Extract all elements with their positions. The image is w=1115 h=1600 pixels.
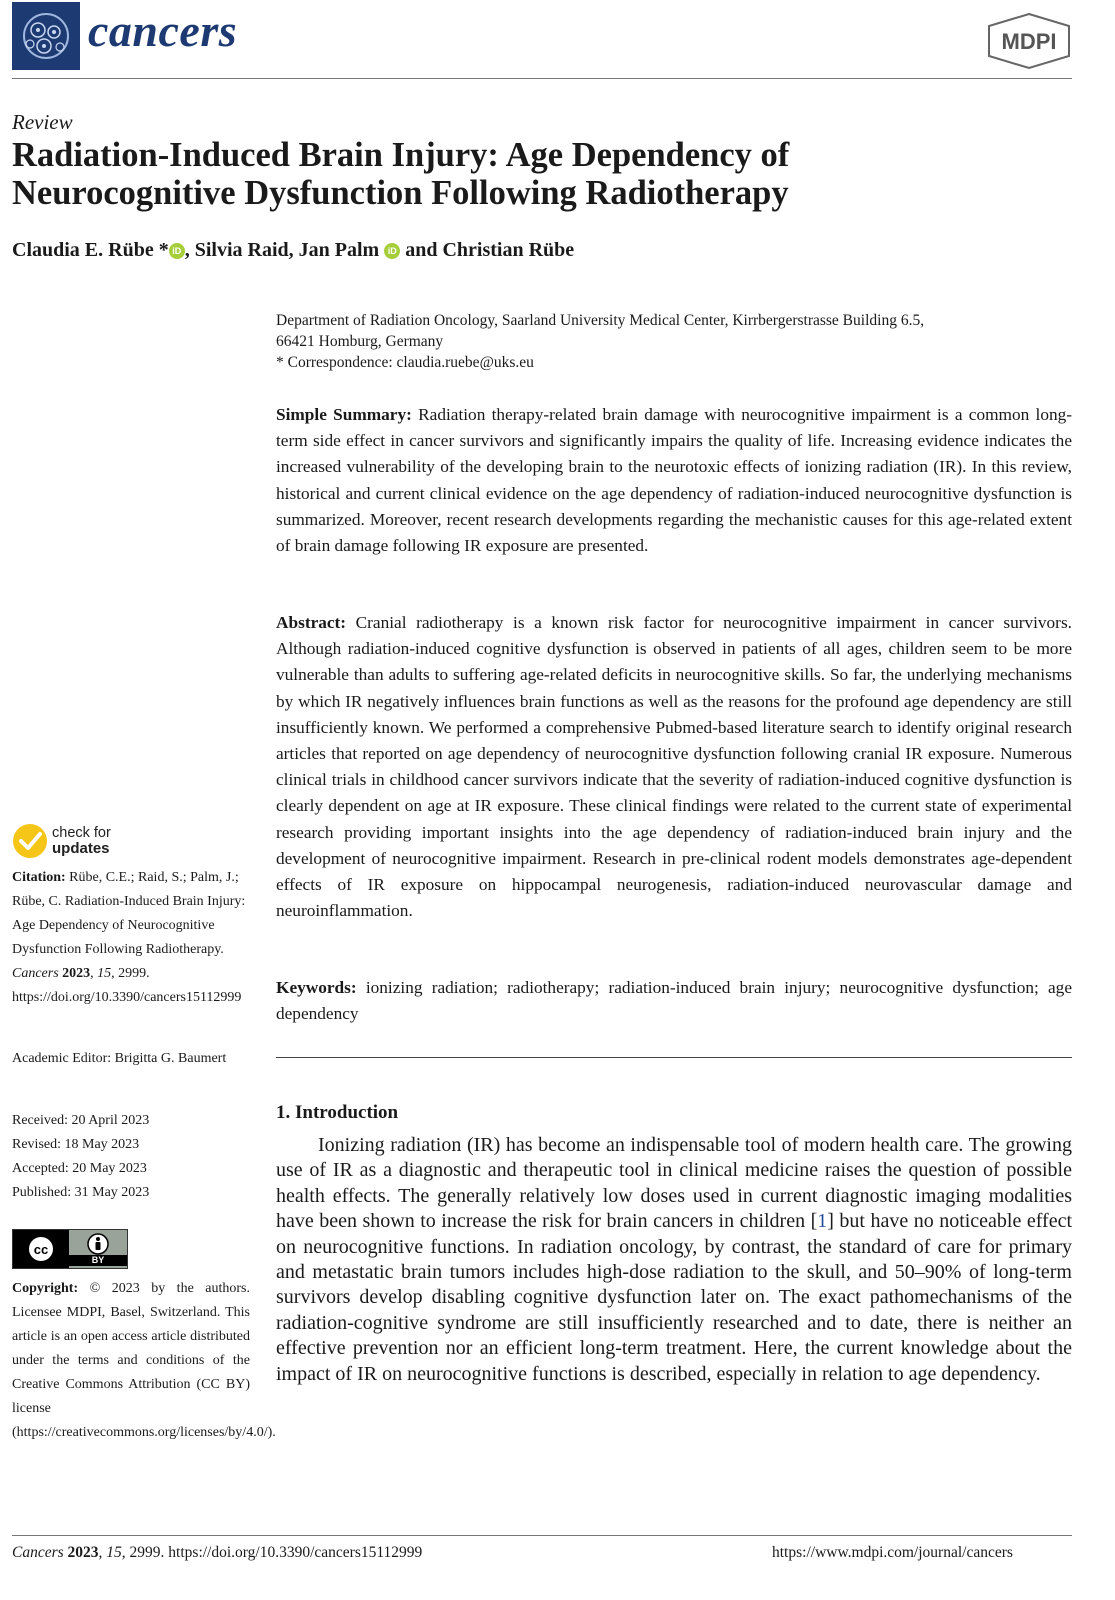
author-list: [12, 239, 574, 262]
reference-link[interactable]: 1: [817, 1210, 828, 1233]
footer-citation: Cancers 2023, 15, 2999. https://doi.org/10.3390/cancers15112999: [12, 1544, 423, 1561]
affiliation-block: [276, 310, 1066, 373]
affiliation-line-1: Department of Radiation Oncology, Saarland University Medical Center, Kirrbergerstrasse Building 6.5,: [276, 312, 925, 329]
check-icon: [12, 823, 48, 859]
footer-volume: 15: [106, 1544, 122, 1561]
abstract-label: Abstract:: [276, 613, 347, 632]
cells-icon: [12, 2, 80, 70]
mdpi-logo: [985, 12, 1073, 75]
citation-label: Citation:: [12, 870, 66, 885]
keywords-text: ionizing radiation; radiotherapy; radiation-induced brain injury; neurocognitive dysfunction; age dependency: [276, 978, 1072, 1024]
academic-editor: Academic Editor: Brigitta G. Baumert: [12, 1051, 227, 1066]
check-line-1: check for: [52, 825, 111, 841]
cc-by-license-badge[interactable]: [12, 1229, 128, 1269]
accepted-date: Accepted: 20 May 2023: [12, 1161, 147, 1176]
keywords: [276, 975, 1072, 1027]
footer-journal: Cancers: [12, 1544, 64, 1561]
simple-summary: [276, 402, 1072, 559]
orcid-icon[interactable]: iD: [384, 243, 400, 259]
journal-logo: [12, 2, 80, 70]
keywords-label: Keywords:: [276, 978, 357, 997]
correspondence: * Correspondence: claudia.ruebe@uks.eu: [276, 354, 534, 371]
check-for-updates-button[interactable]: [12, 823, 111, 859]
copyright-text: © 2023 by the authors. Licensee MDPI, Basel, Switzerland. This article is an open access article distributed under the terms and conditions of the Creative Commons Attribution (CC BY) license (https://creativecommons.org/licenses/by/4.0/).: [12, 1281, 276, 1440]
article-title: [12, 136, 1082, 212]
check-line-2: updates: [52, 840, 110, 857]
affiliation-line-2: 66421 Homburg, Germany: [276, 333, 444, 350]
abstract: [276, 610, 1072, 924]
abstract-text: Cranial radiotherapy is a known risk factor for neurocognitive impairment in cancer survivors. Although radiation-induced cognitive dysfunction is observed in patients of all ages, children seem to be more vulnerable than adults to suffering age-related deficits in neurocognitive skills. So far, the underlying mechanisms by which IR negatively influences brain functions as well as the reasons for the profound age dependency are still insufficiently known. We performed a comprehensive Pubmed-based literature search to identify original research articles that reported on age dependency of neurocognitive dysfunction following cranial IR exposure. Numerous clinical trials in childhood cancer survivors indicate that the severity of radiation-induced cognitive dysfunction is clearly dependent on age at IR exposure. These clinical findings were related to the current state of experimental research providing important insights into the age dependency of radiation-induced brain injury and the development of neurocognitive impairment. Research in pre-clinical rodent models demonstrates age-dependent effects of IR exposure on hippocampal neurogenesis, radiation-induced neurovascular damage and neuroinflammation.: [276, 613, 1072, 921]
footer-year: 2023: [67, 1544, 99, 1561]
simple-summary-label: Simple Summary:: [276, 405, 412, 424]
journal-name: cancers: [88, 5, 238, 56]
author-2: , Silvia Raid, Jan Palm: [184, 239, 385, 261]
copyright-label: Copyright:: [12, 1281, 79, 1296]
author-3: and Christian Rübe: [400, 239, 575, 261]
title-line-2: Neurocognitive Dysfunction Following Radiotherapy: [12, 174, 789, 212]
introduction-text: [276, 1133, 1072, 1387]
footer-doi[interactable]: , 2999. https://doi.org/10.3390/cancers15112999: [121, 1544, 423, 1561]
published-date: Published: 31 May 2023: [12, 1185, 150, 1200]
orcid-icon[interactable]: iD: [169, 243, 185, 259]
revised-date: Revised: 18 May 2023: [12, 1137, 140, 1152]
citation-block: Citation: Rübe, C.E.; Raid, S.; Palm, J.; Rübe, C. Radiation-Induced Brain Injury: Age Dependency of Neurocognitive Dysfunction Following Radiotherapy. Cancers 2023, 15, 2999. https://doi.org/10.3390/cancers15112999: [12, 870, 246, 1005]
attribution-person-icon: [87, 1233, 109, 1255]
intro-text-part-2: ] but have no noticeable effect on neurocognitive functions. In radiation oncology, by contrast, the standard of care for primary and metastatic brain tumors includes high-dose radiation to the skull, and 50–90% of long-term survivors develop disabling cognitive dysfunction later on. The exact pathomechanisms of the radiation-cognitive syndrome are still insufficiently researched and to date, there is neither an effective prevention nor an efficient long-term treatment. Here, the current knowledge about the impact of IR on neurocognitive functions is described, especially in relation to age dependency.: [276, 1210, 1073, 1385]
citation-text: Rübe, C.E.; Raid, S.; Palm, J.; Rübe, C. Radiation-Induced Brain Injury: Age Dependency of Neurocognitive Dysfunction Following Radiotherapy.: [12, 870, 246, 957]
author-1: Claudia E. Rübe *: [12, 239, 169, 261]
footer-rule: [12, 1535, 1072, 1536]
mdpi-text: MDPI: [1001, 29, 1057, 54]
dates-block: [12, 1109, 250, 1205]
title-line-1: Radiation-Induced Brain Injury: Age Dependency of: [12, 136, 790, 174]
simple-summary-text: Radiation therapy-related brain damage with neurocognitive impairment is a common long-term side effect in cancer survivors and significantly impairs the quality of life. Increasing evidence indicates the increased vulnerability of the developing brain to the neurotoxic effects of ionizing radiation (IR). In this review, historical and current clinical evidence on the age dependency of radiation-induced neurocognitive dysfunction is summarized. Moreover, recent research developments regarding the mechanistic causes for this age-related extent of brain damage following IR exposure are presented.: [276, 405, 1072, 556]
citation-journal: Cancers: [12, 966, 59, 981]
citation-volume: 15: [97, 966, 112, 981]
svg-text:cc: cc: [33, 1242, 49, 1257]
intro-text-part-1: Ionizing radiation (IR) has become an indispensable tool of modern health care. The growing use of IR as a diagnostic and therapeutic tool in clinical medicine raises the question of possible health effects. The generally relatively low doses used in current diagnostic imaging modalities have been shown to increase the risk for brain cancers in children [: [276, 1134, 1072, 1233]
citation-year: 2023: [62, 966, 91, 981]
copyright-block: [12, 1277, 276, 1445]
header-rule: [12, 78, 1072, 79]
footer-journal-url[interactable]: https://www.mdpi.com/journal/cancers: [772, 1544, 1013, 1561]
section-divider: [276, 1057, 1072, 1058]
cc-by-label: BY: [69, 1255, 127, 1266]
citation-doi[interactable]: , 2999. https://doi.org/10.3390/cancers15112999: [12, 966, 242, 1005]
check-for-updates-label: [52, 825, 111, 857]
section-heading: 1. Introduction: [276, 1102, 399, 1123]
article-type: Review: [12, 110, 73, 134]
received-date: Received: 20 April 2023: [12, 1113, 150, 1128]
creative-commons-icon: [26, 1234, 56, 1264]
